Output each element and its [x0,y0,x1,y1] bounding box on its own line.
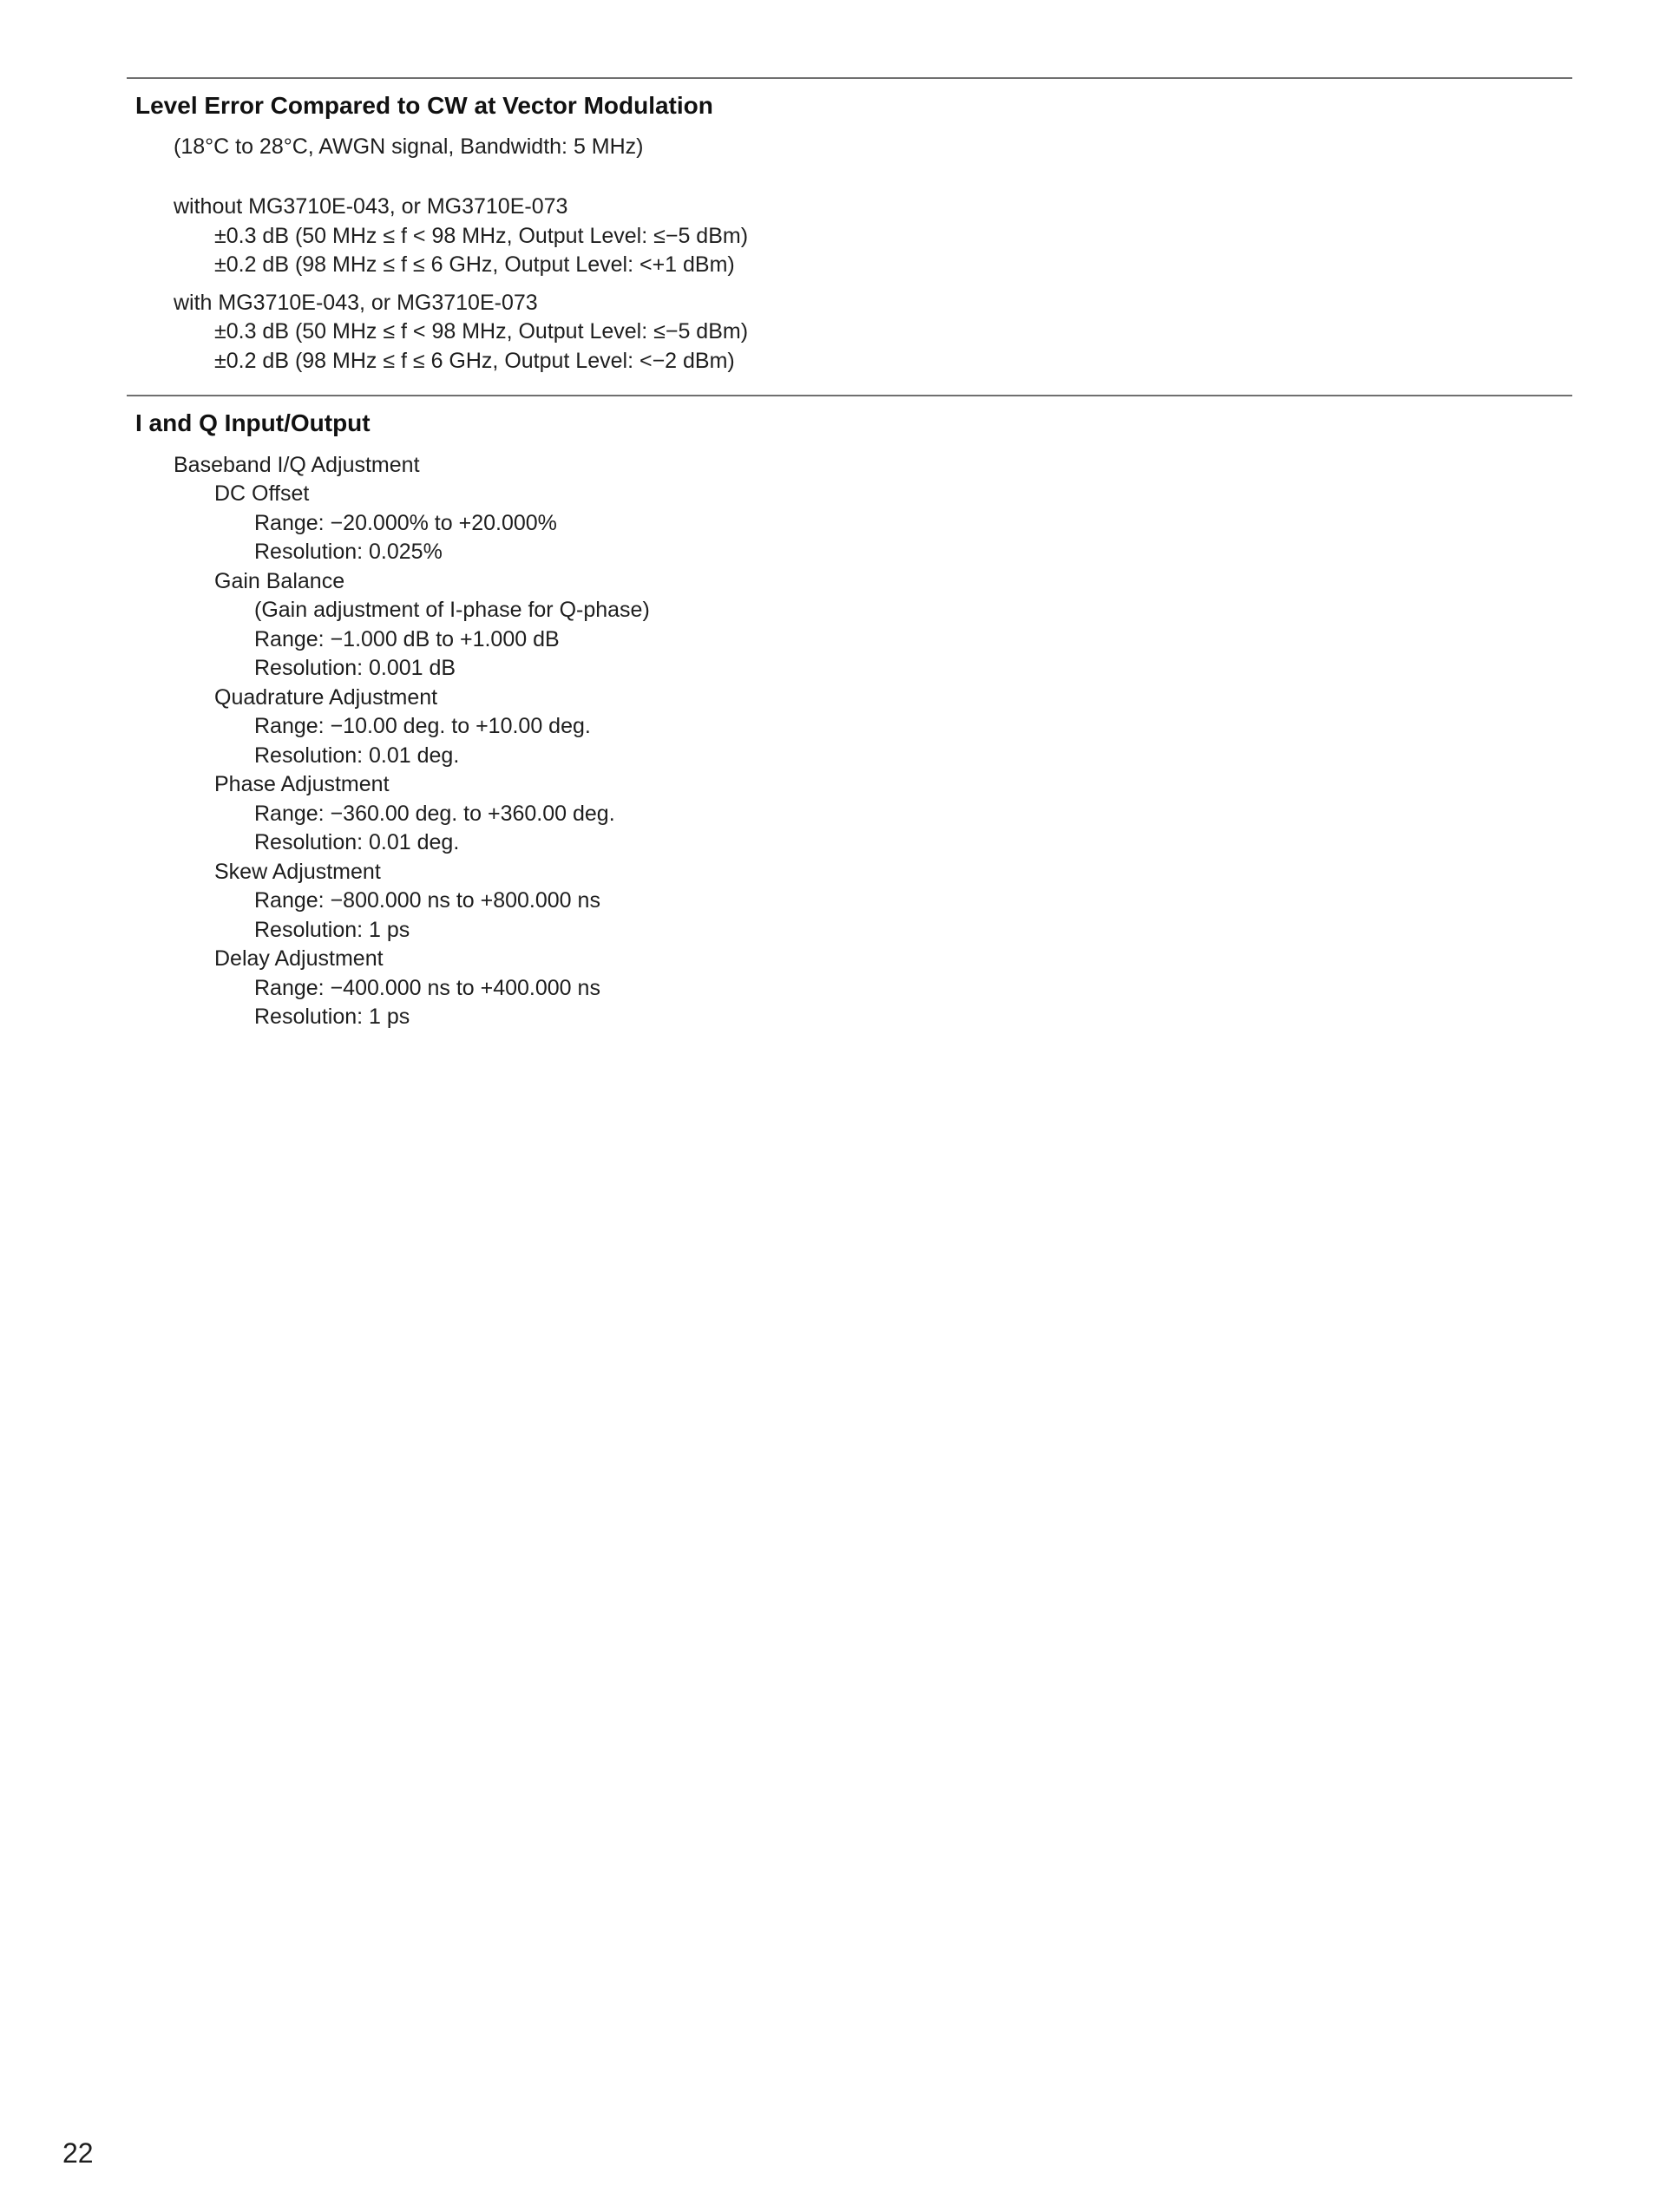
param-value: (Gain adjustment of I-phase for Q-phase) [254,598,650,622]
param-heading-phase: Phase Adjustment [214,772,390,796]
group-heading-without: without MG3710E-043, or MG3710E-073 [174,194,568,219]
condition-text: (18°C to 28°C, AWGN signal, Bandwidth: 5 MHz) [174,134,644,159]
param-value: Resolution: 1 ps [254,1005,410,1029]
param-value: Resolution: 0.001 dB [254,656,456,680]
param-heading-skew: Skew Adjustment [214,860,381,884]
param-value: Resolution: 0.025% [254,540,443,564]
param-value: Range: −1.000 dB to +1.000 dB [254,627,560,651]
section-title-iq-io: I and Q Input/Output [135,409,371,436]
subsection-title-baseband: Baseband I/Q Adjustment [174,453,420,477]
section-divider-top [127,77,1572,79]
param-value: Range: −10.00 deg. to +10.00 deg. [254,714,591,738]
param-value: Resolution: 1 ps [254,918,410,942]
param-value: Resolution: 0.01 deg. [254,743,460,768]
section-title-level-error: Level Error Compared to CW at Vector Modulation [135,92,713,119]
param-value: Range: −400.000 ns to +400.000 ns [254,976,600,1000]
page-number: 22 [62,2137,94,2169]
spec-item: ±0.2 dB (98 MHz ≤ f ≤ 6 GHz, Output Level: <+1 dBm) [214,252,735,277]
spec-item: ±0.3 dB (50 MHz ≤ f < 98 MHz, Output Level: ≤−5 dBm) [214,224,749,248]
param-heading-quadrature: Quadrature Adjustment [214,685,438,710]
group-heading-with: with MG3710E-043, or MG3710E-073 [174,291,538,315]
param-value: Range: −360.00 deg. to +360.00 deg. [254,802,615,826]
param-value: Range: −800.000 ns to +800.000 ns [254,888,600,913]
spec-item: ±0.2 dB (98 MHz ≤ f ≤ 6 GHz, Output Level: <−2 dBm) [214,349,735,373]
param-heading-delay: Delay Adjustment [214,946,384,971]
section-divider-iq [127,395,1572,396]
param-value: Range: −20.000% to +20.000% [254,511,557,535]
spec-item: ±0.3 dB (50 MHz ≤ f < 98 MHz, Output Level: ≤−5 dBm) [214,319,749,344]
param-heading-gain-balance: Gain Balance [214,569,345,593]
param-value: Resolution: 0.01 deg. [254,830,460,854]
param-heading-dc-offset: DC Offset [214,481,310,506]
